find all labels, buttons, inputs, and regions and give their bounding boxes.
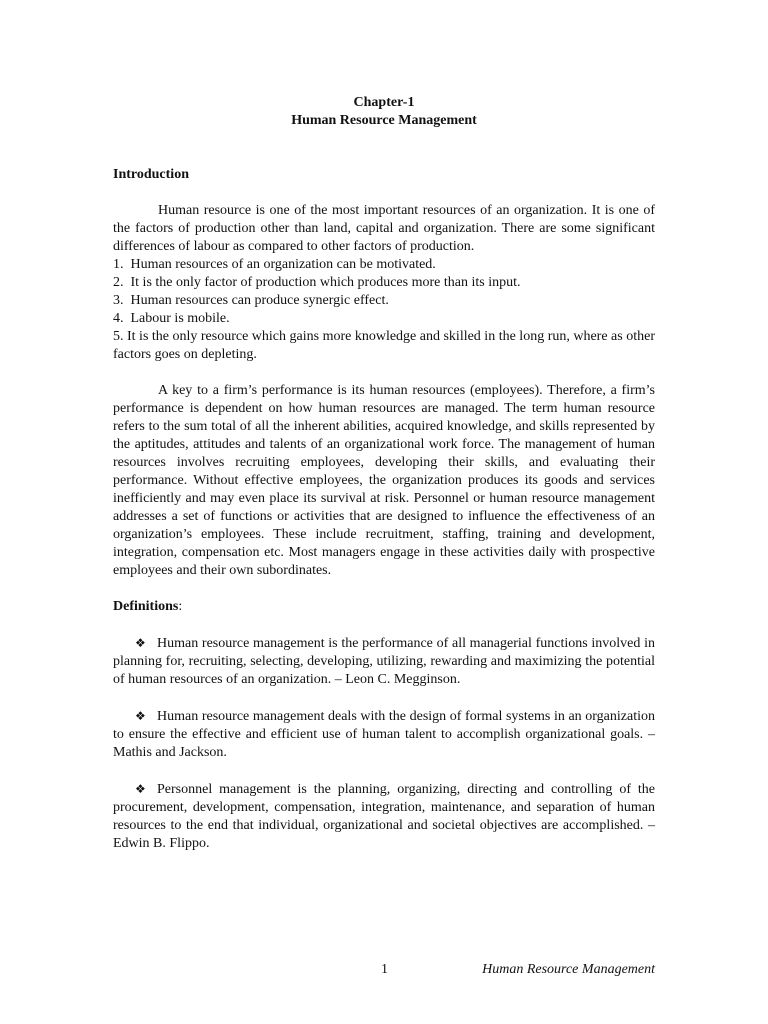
page-number: 1: [381, 962, 388, 977]
definitions-colon: :: [178, 599, 183, 614]
diamond-bullet-icon: ❖: [135, 782, 146, 796]
spacer: [113, 184, 655, 202]
introduction-paragraph: Human resource is one of the most important resources of an organization. It is one of the factors of production other than land, capital and organization. There are some significant differences of labour as compared to other factors of production.: [113, 203, 655, 254]
running-title: Human Resource Management: [482, 962, 655, 977]
spacer: [113, 130, 655, 166]
list-item: 5. It is the only resource which gains more knowledge and skilled in the long run, where as other factors goes on depleting.: [113, 329, 655, 362]
spacer: [113, 616, 655, 634]
introduction-heading: Introduction: [113, 167, 189, 182]
chapter-line: Chapter-1: [353, 95, 415, 110]
page-footer: [113, 961, 655, 979]
spacer: [113, 762, 655, 780]
list-item: 3. Human resources can produce synergic effect.: [113, 293, 389, 308]
definition-item: [113, 707, 655, 762]
list-item: 1. Human resources of an organization can be motivated.: [113, 257, 436, 272]
definitions-heading-text: Definitions: [113, 599, 179, 614]
document-page: [113, 94, 655, 853]
diamond-bullet-icon: ❖: [135, 636, 146, 650]
diamond-bullet-icon: ❖: [135, 709, 146, 723]
list-item: 4. Labour is mobile.: [113, 311, 230, 326]
performance-paragraph: A key to a firm’s performance is its human resources (employees). Therefore, a firm’s performance is dependent on how human resources are managed. The term human resource refers to the sum total of all the inherent abilities, acquired knowledge, and skills represented by the aptitudes, attitudes and talents of an organizational work force. The management of human resources involves recruiting employees, developing their skills, and evaluating their performance. Without effective employees, the organization produces its goods and services inefficiently and may even place its survival at risk. Personnel or human resource management addresses a set of functions or activities that are designed to influence the effectiveness of an organization’s employees. These include recruitment, staffing, training and development, integration, compensation etc. Most managers engage in these activities daily with prospective employees and their own subordinates.: [113, 383, 655, 578]
definition-text: Human resource management deals with the design of formal systems in an organization to ensure the effective and efficient use of human talent to accomplish organizational goals. – Mathis and Jackson.: [113, 709, 655, 760]
definition-item: [113, 634, 655, 689]
definitions-heading: [113, 598, 655, 616]
introduction-list: [113, 256, 655, 364]
spacer: [113, 580, 655, 598]
definition-item: [113, 780, 655, 853]
list-item: 2. It is the only factor of production which produces more than its input.: [113, 275, 521, 290]
spacer: [113, 364, 655, 382]
spacer: [113, 689, 655, 707]
definition-text: Personnel management is the planning, organizing, directing and controlling of the procurement, development, compensation, integration, maintenance, and separation of human resources to the end that individual, organizational and societal objectives are accomplished. – Edwin B. Flippo.: [113, 782, 655, 851]
document-title: Human Resource Management: [291, 113, 477, 128]
definition-text: Human resource management is the performance of all managerial functions involved in planning for, recruiting, selecting, developing, utilizing, rewarding and maximizing the potential of human resources of an organization. – Leon C. Megginson.: [113, 636, 655, 687]
